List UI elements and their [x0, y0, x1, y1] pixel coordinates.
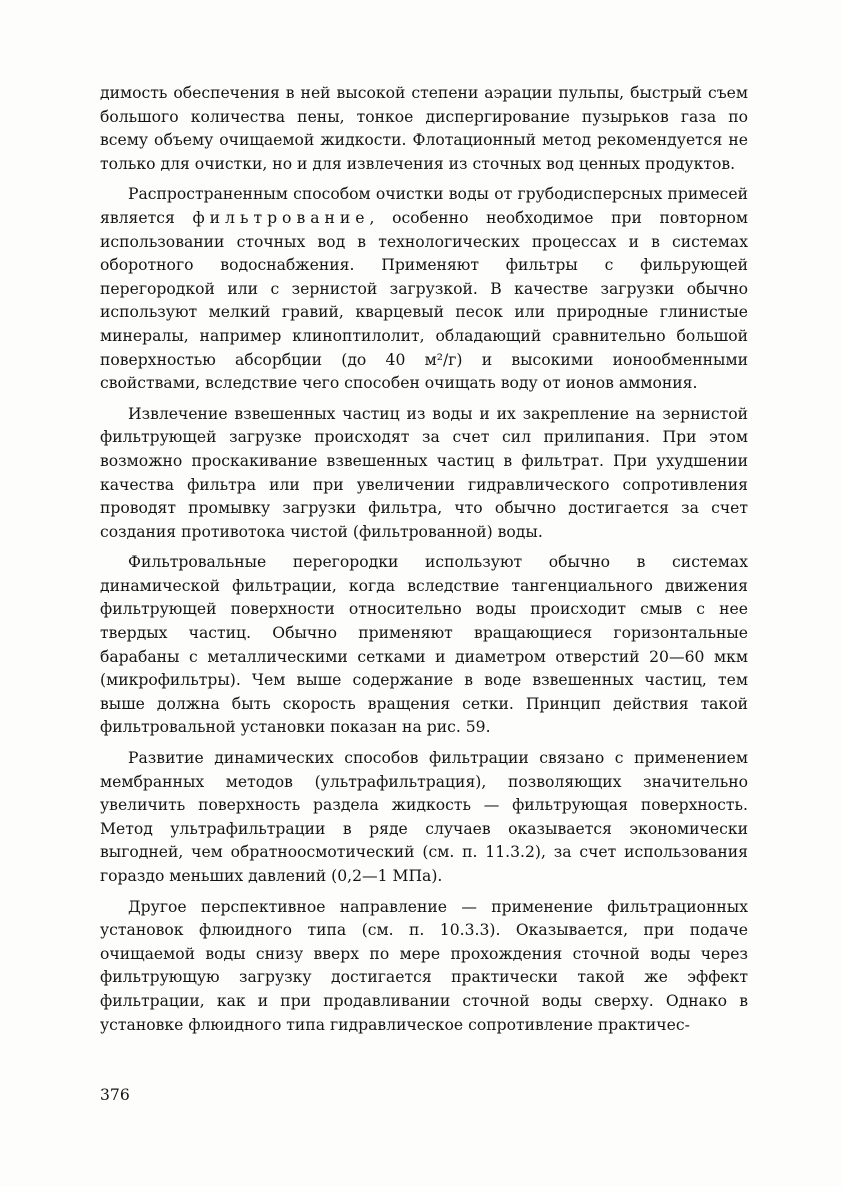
paragraph-2-start: Распространенным способом очистки воды от грубодисперсных примесей является — [100, 185, 748, 227]
paragraph-5: Развитие динамических способов фильтрации связано с применением мембранных методов (ультрафильтрация), позволяющих значительно увеличить поверхность раздела жидкость — фильтрующая поверхность. Метод ультрафильтрации в ряде случаев оказывается экономически выгодней, чем обратноосмотический (см. п. 11.3.2), за счет использования гораздо меньших давлений (0,2—1 МПа). — [100, 749, 748, 885]
emphasized-term: фильтрование — [192, 208, 370, 227]
paragraph-6: Другое перспективное направление — применение фильтрационных установок флюидного типа (см. п. 10.3.3). Оказывается, при подаче очищаемой воды снизу вверх по мере прохождения сточной воды через фильтрующую загрузку достигается практически такой же эффект фильтрации, как и при продавливании сточной воды сверху. Однако в установке флюидного типа гидравлическое сопротивление практичес- — [100, 897, 748, 1034]
page-number: 376 — [100, 1086, 130, 1104]
paragraph-2-end: , особенно необходимое при повторном использовании сточных вод в технологических процессах и в системах оборотного водоснабжения. Применяют фильтры с фильрующей перегородкой или с зернистой загрузкой. В качестве загрузки обычно используют мелкий гравий, кварцевый песок или природные глинистые минералы, например клиноптилолит, обладающий сравнительно большой поверхностью абсорбции (до 40 м²/г) и высокими ионообменными свойствами, вследствие чего способен очищать воду от ионов аммония. — [100, 208, 748, 393]
paragraph-1: димость обеспечения в ней высокой степени аэрации пульпы, быстрый съем большого количества пены, тонкое диспергирование пузырьков газа по всему объему очищаемой жидкости. Флотационный метод рекомендуется не только для очистки, но и для извлечения из сточных вод ценных продуктов. — [100, 84, 748, 173]
body-text — [100, 82, 748, 1044]
paragraph-2 — [100, 183, 748, 395]
paragraph-4: Фильтровальные перегородки используют обычно в системах динамической фильтрации, когда вследствие тангенциального движения фильтрующей поверхности относительно воды происходит смыв с нее твердых частиц. Обычно применяют вращающиеся горизонтальные барабаны с металлическими сетками и диаметром отверстий 20—60 мкм (микрофильтры). Чем выше содержание в воде взвешенных частиц, тем выше должна быть скорость вращения сетки. Принцип действия такой фильтровальной установки показан на рис. 59. — [100, 553, 748, 737]
paragraph-3: Извлечение взвешенных частиц из воды и их закрепление на зернистой фильтрующей загрузке происходят за счет сил прилипания. При этом возможно проскакивание взвешенных частиц в фильтрат. При ухудшении качества фильтра или при увеличении гидравлического сопротивления проводят промывку загрузки фильтра, что обычно достигается за счет создания противотока чистой (фильтрованной) воды. — [100, 404, 748, 541]
